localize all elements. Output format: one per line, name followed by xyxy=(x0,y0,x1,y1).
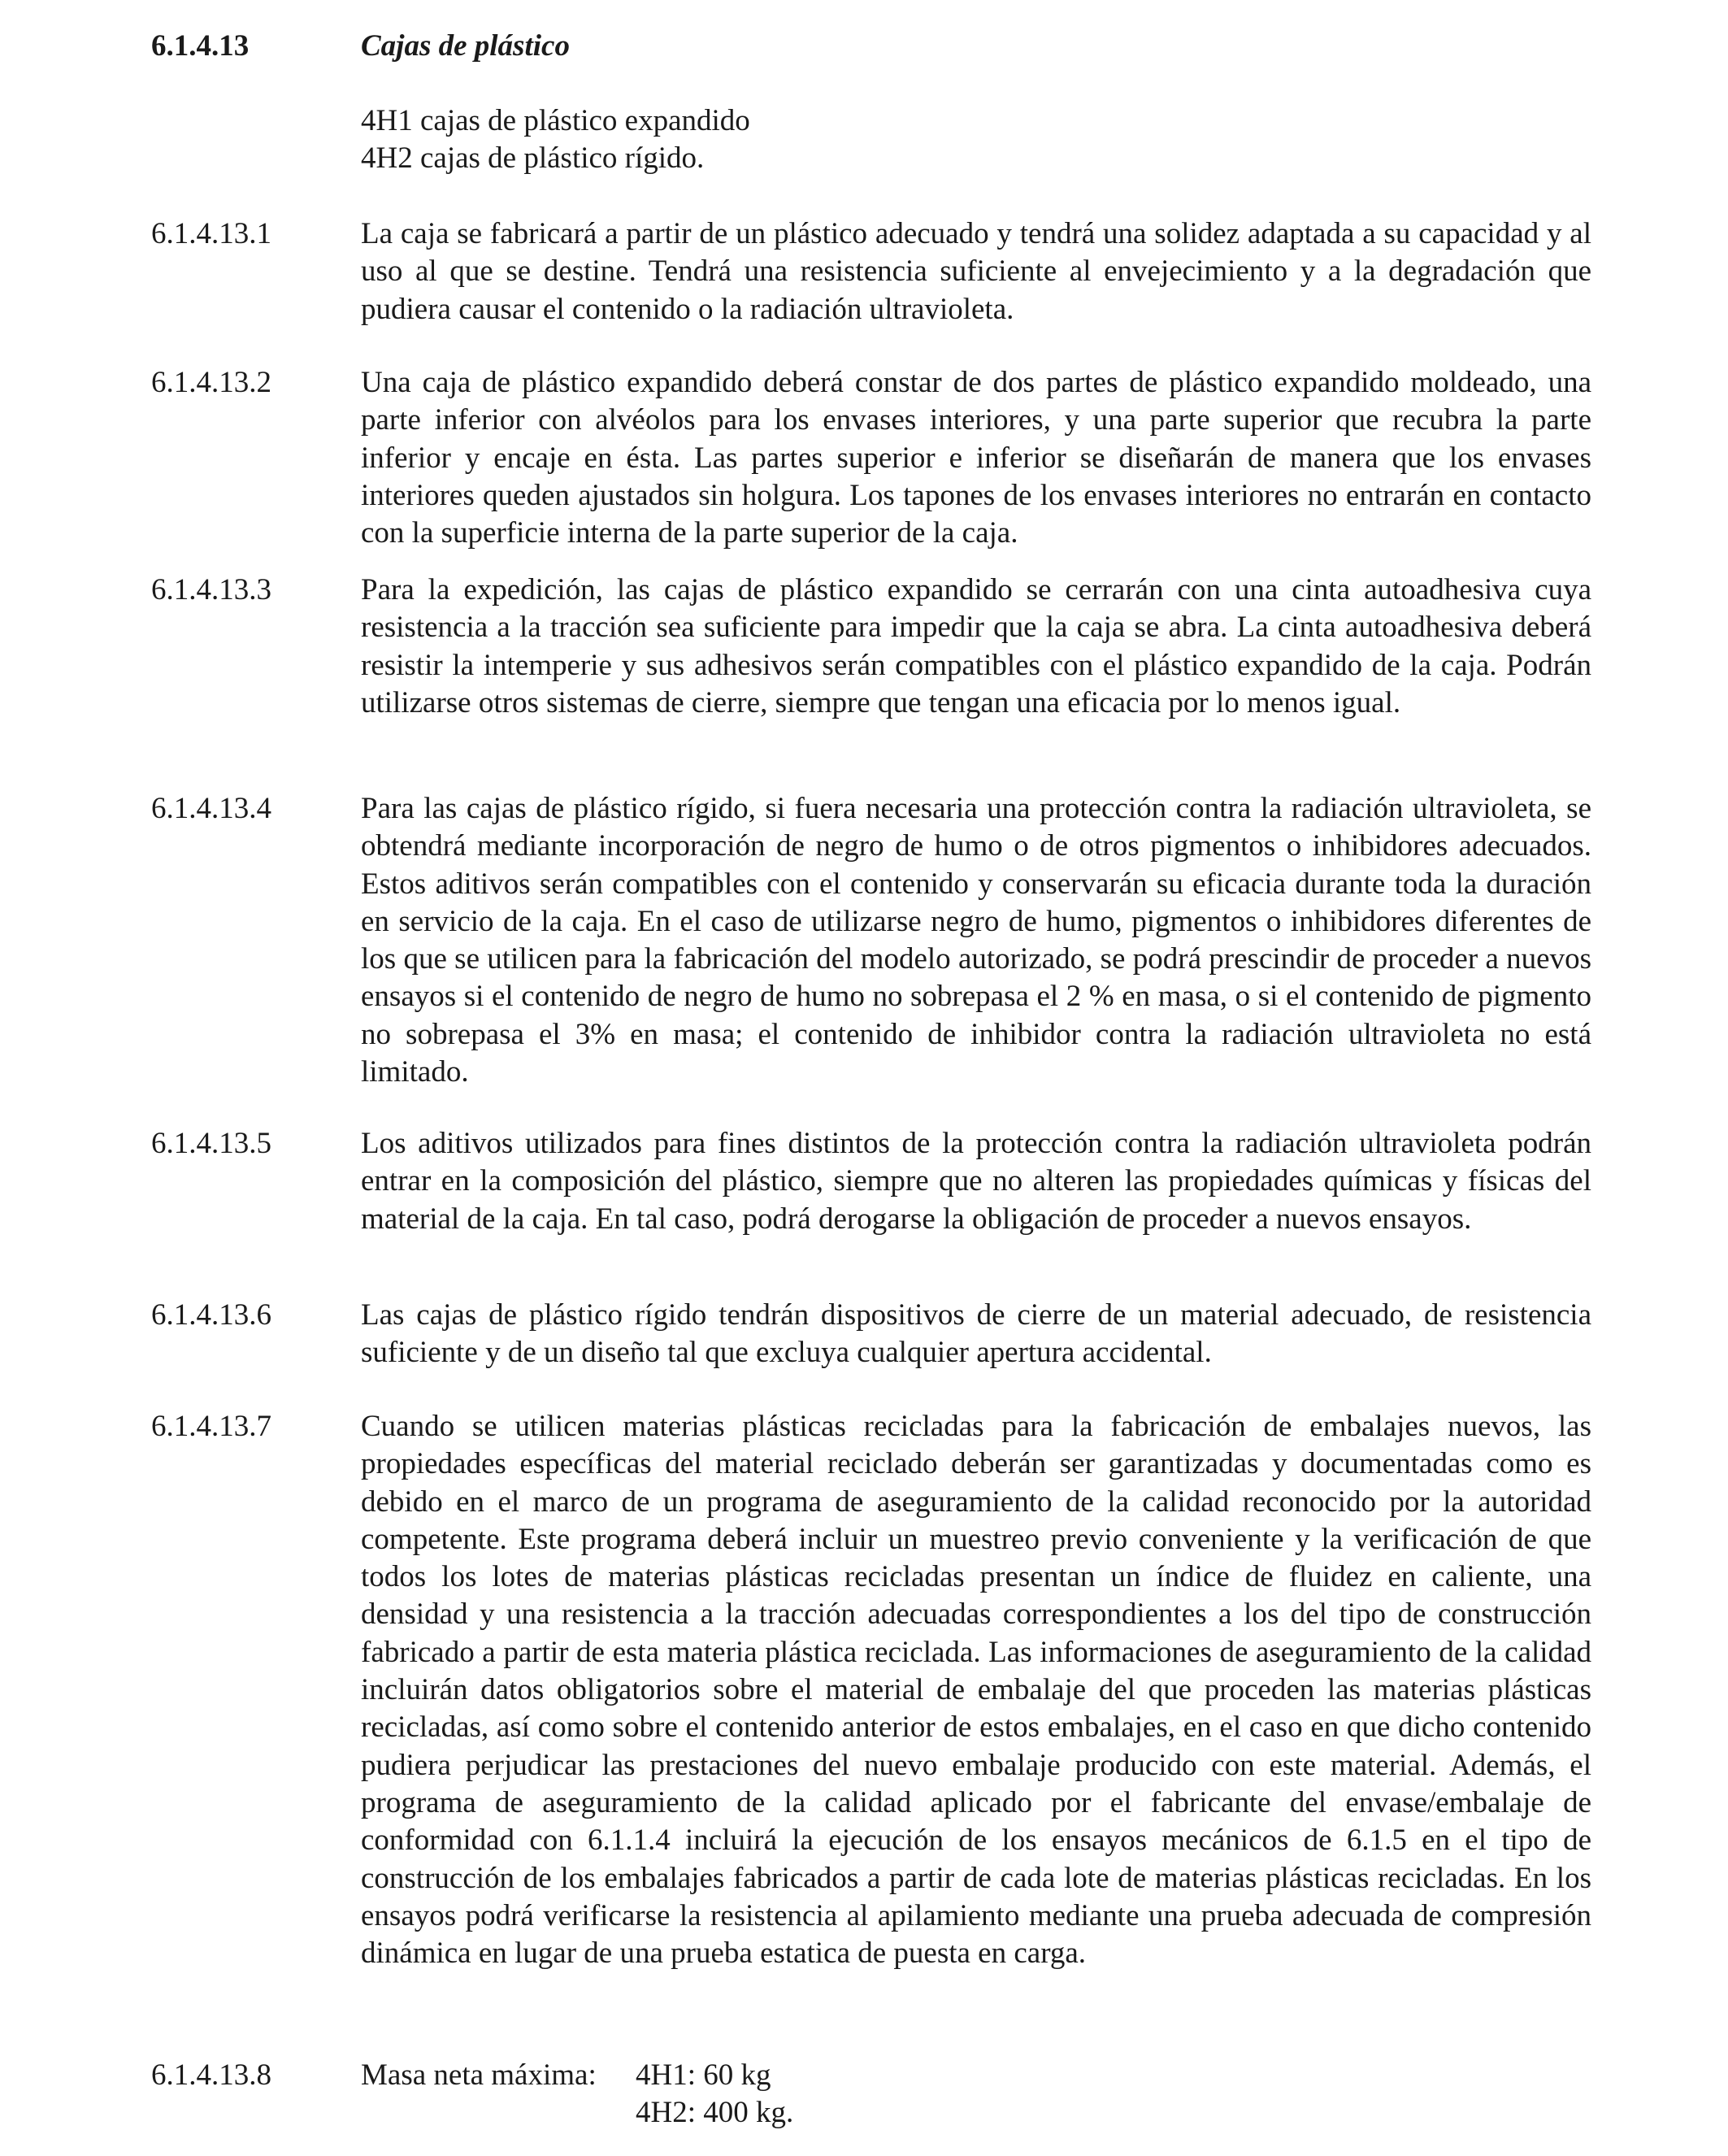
masa-label: Masa neta máxima: xyxy=(361,2058,597,2092)
type-item: 4H1 cajas de plástico expandido xyxy=(361,104,750,137)
paragraph-text: Para la expedición, las cajas de plástico expandido se cerrarán con una cinta autoadhesiva cuya resistencia a la tracción sea suficiente para impedir que la caja se abra. La cinta autoadhesiva deberá resistir la intemperie y sus adhesivos serán compatibles con el plástico expandido de la caja. Podrán utilizarse otros sistemas de cierre, siempre que tengan una eficacia por lo menos igual. xyxy=(361,573,1591,719)
paragraph-text: Los aditivos utilizados para fines distintos de la protección contra la radiación ultravioleta podrán entrar en la composición del plástico, siempre que no alteren las propiedades químicas y físicas del material de la caja. En tal caso, podrá derogarse la obligación de proceder a nuevos ensayos. xyxy=(361,1127,1591,1236)
paragraph-number: 6.1.4.13.6 xyxy=(151,1298,271,1332)
section-number: 6.1.4.13 xyxy=(151,29,250,63)
paragraph-text: La caja se fabricará a partir de un plástico adecuado y tendrá una solidez adaptada a su capacidad y al uso al que se destine. Tendrá una resistencia suficiente al envejecimiento y a la degradación que pudiera causar el contenido o la radiación ultravioleta. xyxy=(361,217,1591,326)
paragraph-number: 6.1.4.13.4 xyxy=(151,792,271,825)
types-list xyxy=(361,102,1591,178)
masa-value-4h2: 4H2: 400 kg. xyxy=(636,2096,794,2129)
section-title: Cajas de plástico xyxy=(361,29,570,63)
paragraph-number: 6.1.4.13.3 xyxy=(151,573,271,606)
paragraph-text: Una caja de plástico expandido deberá constar de dos partes de plástico expandido moldeado, una parte inferior con alvéolos para los envases interiores, y una parte superior que recubra la parte inferior y encaje en ésta. Las partes superior e inferior se diseñarán de manera que los envases interiores queden ajustados sin holgura. Los tapones de los envases interiores no entrarán en contacto con la superficie interna de la parte superior de la caja. xyxy=(361,366,1591,550)
masa-value-4h1: 4H1: 60 kg xyxy=(636,2058,771,2092)
paragraph-number: 6.1.4.13.7 xyxy=(151,1410,271,1443)
paragraph-text: Para las cajas de plástico rígido, si fuera necesaria una protección contra la radiación ultravioleta, se obtendrá mediante incorporación de negro de humo o de otros pigmentos o inhibidores adecuados. Estos aditivos serán compatibles con el contenido y conservarán su eficacia durante toda la duración en servicio de la caja. En el caso de utilizarse negro de humo, pigmentos o inhibidores diferentes de los que se utilicen para la fabricación del modelo autorizado, se podrá prescindir de proceder a nuevos ensayos si el contenido de negro de humo no sobrepasa el 2 % en masa, o si el contenido de pigmento no sobrepasa el 3% en masa; el contenido de inhibidor contra la radiación ultravioleta no está limitado. xyxy=(361,792,1591,1089)
paragraph-number: 6.1.4.13.8 xyxy=(151,2058,271,2092)
type-item: 4H2 cajas de plástico rígido. xyxy=(361,141,705,176)
paragraph-number: 6.1.4.13.2 xyxy=(151,366,271,399)
paragraph-number: 6.1.4.13.1 xyxy=(151,217,271,250)
paragraph-number: 6.1.4.13.5 xyxy=(151,1127,271,1160)
paragraph-text: Las cajas de plástico rígido tendrán dispositivos de cierre de un material adecuado, de resistencia suficiente y de un diseño tal que excluya cualquier apertura accidental. xyxy=(361,1298,1591,1370)
paragraph-text: Cuando se utilicen materias plásticas recicladas para la fabricación de embalajes nuevos, las propiedades específicas del material reciclado deberán ser garantizadas y documentadas como es debido en el marco de un programa de aseguramiento de la calidad reconocido por la autoridad competente. Este programa deberá incluir un muestreo previo conveniente y la verificación de que todos los lotes de materias plásticas recicladas presentan un índice de fluidez en caliente, una densidad y una resistencia a la tracción adecuadas correspondientes a los del tipo de construcción fabricado a partir de esta materia plástica reciclada. Las informaciones de aseguramiento de la calidad incluirán datos obligatorios sobre el material de embalaje del que proceden las materias plásticas recicladas, así como sobre el contenido anterior de estos embalajes, en el caso en que dicho contenido pudiera perjudicar las prestaciones del nuevo embalaje producido con este material. Además, el programa de aseguramiento de la calidad aplicado por el fabricante del envase/embalaje de conformidad con 6.1.1.4 incluirá la ejecución de los ensayos mecánicos de 6.1.5 en el tipo de construcción de los embalajes fabricados a partir de cada lote de materias plásticas recicladas. En los ensayos podrá verificarse la resistencia al apilamiento mediante una prueba adecuada de compresión dinámica en lugar de una prueba estatica de puesta en carga. xyxy=(361,1410,1591,1971)
